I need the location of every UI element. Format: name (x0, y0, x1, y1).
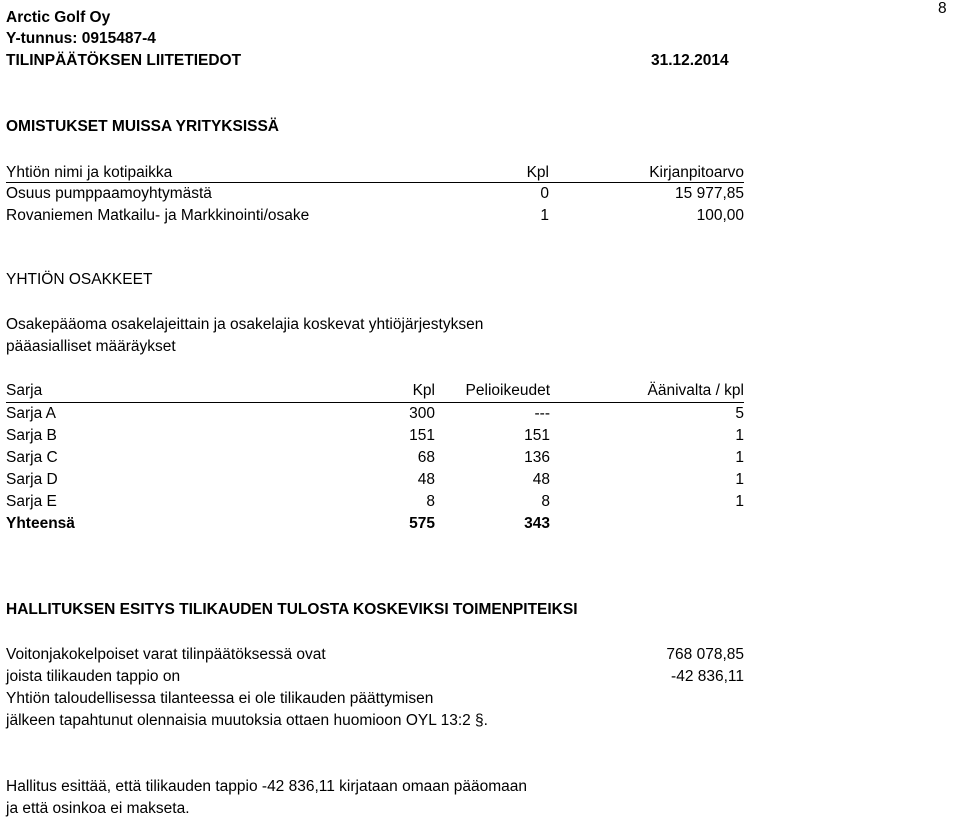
share-kpl: 300 (409, 405, 435, 422)
share-sarja: Sarja C (6, 449, 58, 466)
shares-col-kpl: Kpl (412, 382, 435, 399)
total-pelioikeudet: 343 (524, 515, 550, 532)
share-sarja: Sarja D (6, 471, 58, 488)
shares-col-sarja: Sarja (6, 382, 43, 399)
company-name: Arctic Golf Oy (6, 9, 111, 26)
share-aanivalta: 1 (735, 493, 744, 510)
holdings-col-kpl: Kpl (526, 164, 549, 181)
financial-position-line1: Yhtiön taloudellisessa tilanteessa ei ole tilikauden päättymisen (6, 690, 434, 707)
distributable-funds-value: 768 078,85 (666, 646, 744, 663)
share-aanivalta: 1 (735, 449, 744, 466)
share-kpl: 8 (426, 493, 435, 510)
share-pelioikeudet: 8 (541, 493, 550, 510)
financial-position-line2: jälkeen tapahtunut olennaisia muutoksia ottaen huomioon OYL 13:2 §. (6, 712, 488, 729)
shares-description-line1: Osakepääoma osakelajeittain ja osakelajia koskevat yhtiöjärjestyksen (6, 316, 484, 333)
total-kpl: 575 (409, 515, 435, 532)
period-loss-label: joista tilikauden tappio on (6, 668, 181, 685)
document-title: TILINPÄÄTÖKSEN LIITETIEDOT (6, 52, 242, 69)
share-kpl: 68 (417, 449, 435, 466)
share-aanivalta: 1 (735, 471, 744, 488)
proposal-heading: HALLITUKSEN ESITYS TILIKAUDEN TULOSTA KOSKEVIKSI TOIMENPITEIKSI (6, 601, 578, 618)
holdings-col-value: Kirjanpitoarvo (649, 164, 744, 181)
holding-name: Osuus pumppaamoyhtymästä (6, 185, 212, 202)
share-sarja: Sarja A (6, 405, 56, 422)
document-date: 31.12.2014 (651, 52, 729, 69)
shares-heading: YHTIÖN OSAKKEET (6, 271, 153, 288)
business-id: Y-tunnus: 0915487-4 (6, 30, 156, 47)
share-pelioikeudet: --- (534, 405, 550, 422)
share-kpl: 48 (417, 471, 435, 488)
board-proposal-line2: ja että osinkoa ei makseta. (6, 800, 190, 817)
shares-header-rule (6, 402, 744, 403)
share-pelioikeudet: 48 (532, 471, 550, 488)
holdings-header-rule (6, 182, 744, 183)
share-aanivalta: 1 (735, 427, 744, 444)
holding-kpl: 0 (540, 185, 549, 202)
holding-name: Rovaniemen Matkailu- ja Markkinointi/osake (6, 207, 310, 224)
share-pelioikeudet: 151 (524, 427, 550, 444)
share-aanivalta: 5 (735, 405, 744, 422)
shares-col-pelioikeudet: Pelioikeudet (465, 382, 550, 399)
period-loss-value: -42 836,11 (671, 668, 744, 685)
shares-col-aanivalta: Äänivalta / kpl (647, 382, 744, 399)
holdings-col-name: Yhtiön nimi ja kotipaikka (6, 164, 173, 181)
page-number: 8 (938, 0, 947, 17)
holdings-heading: OMISTUKSET MUISSA YRITYKSISSÄ (6, 118, 280, 135)
holding-kpl: 1 (540, 207, 549, 224)
holding-value: 100,00 (696, 207, 744, 224)
share-pelioikeudet: 136 (524, 449, 550, 466)
distributable-funds-label: Voitonjakokelpoiset varat tilinpäätöksessä ovat (6, 646, 326, 663)
share-kpl: 151 (409, 427, 435, 444)
total-label: Yhteensä (6, 515, 75, 532)
share-sarja: Sarja E (6, 493, 57, 510)
shares-description-line2: pääasialliset määräykset (6, 338, 176, 355)
board-proposal-line1: Hallitus esittää, että tilikauden tappio -42 836,11 kirjataan omaan pääomaan (6, 778, 528, 795)
holding-value: 15 977,85 (675, 185, 744, 202)
share-sarja: Sarja B (6, 427, 57, 444)
